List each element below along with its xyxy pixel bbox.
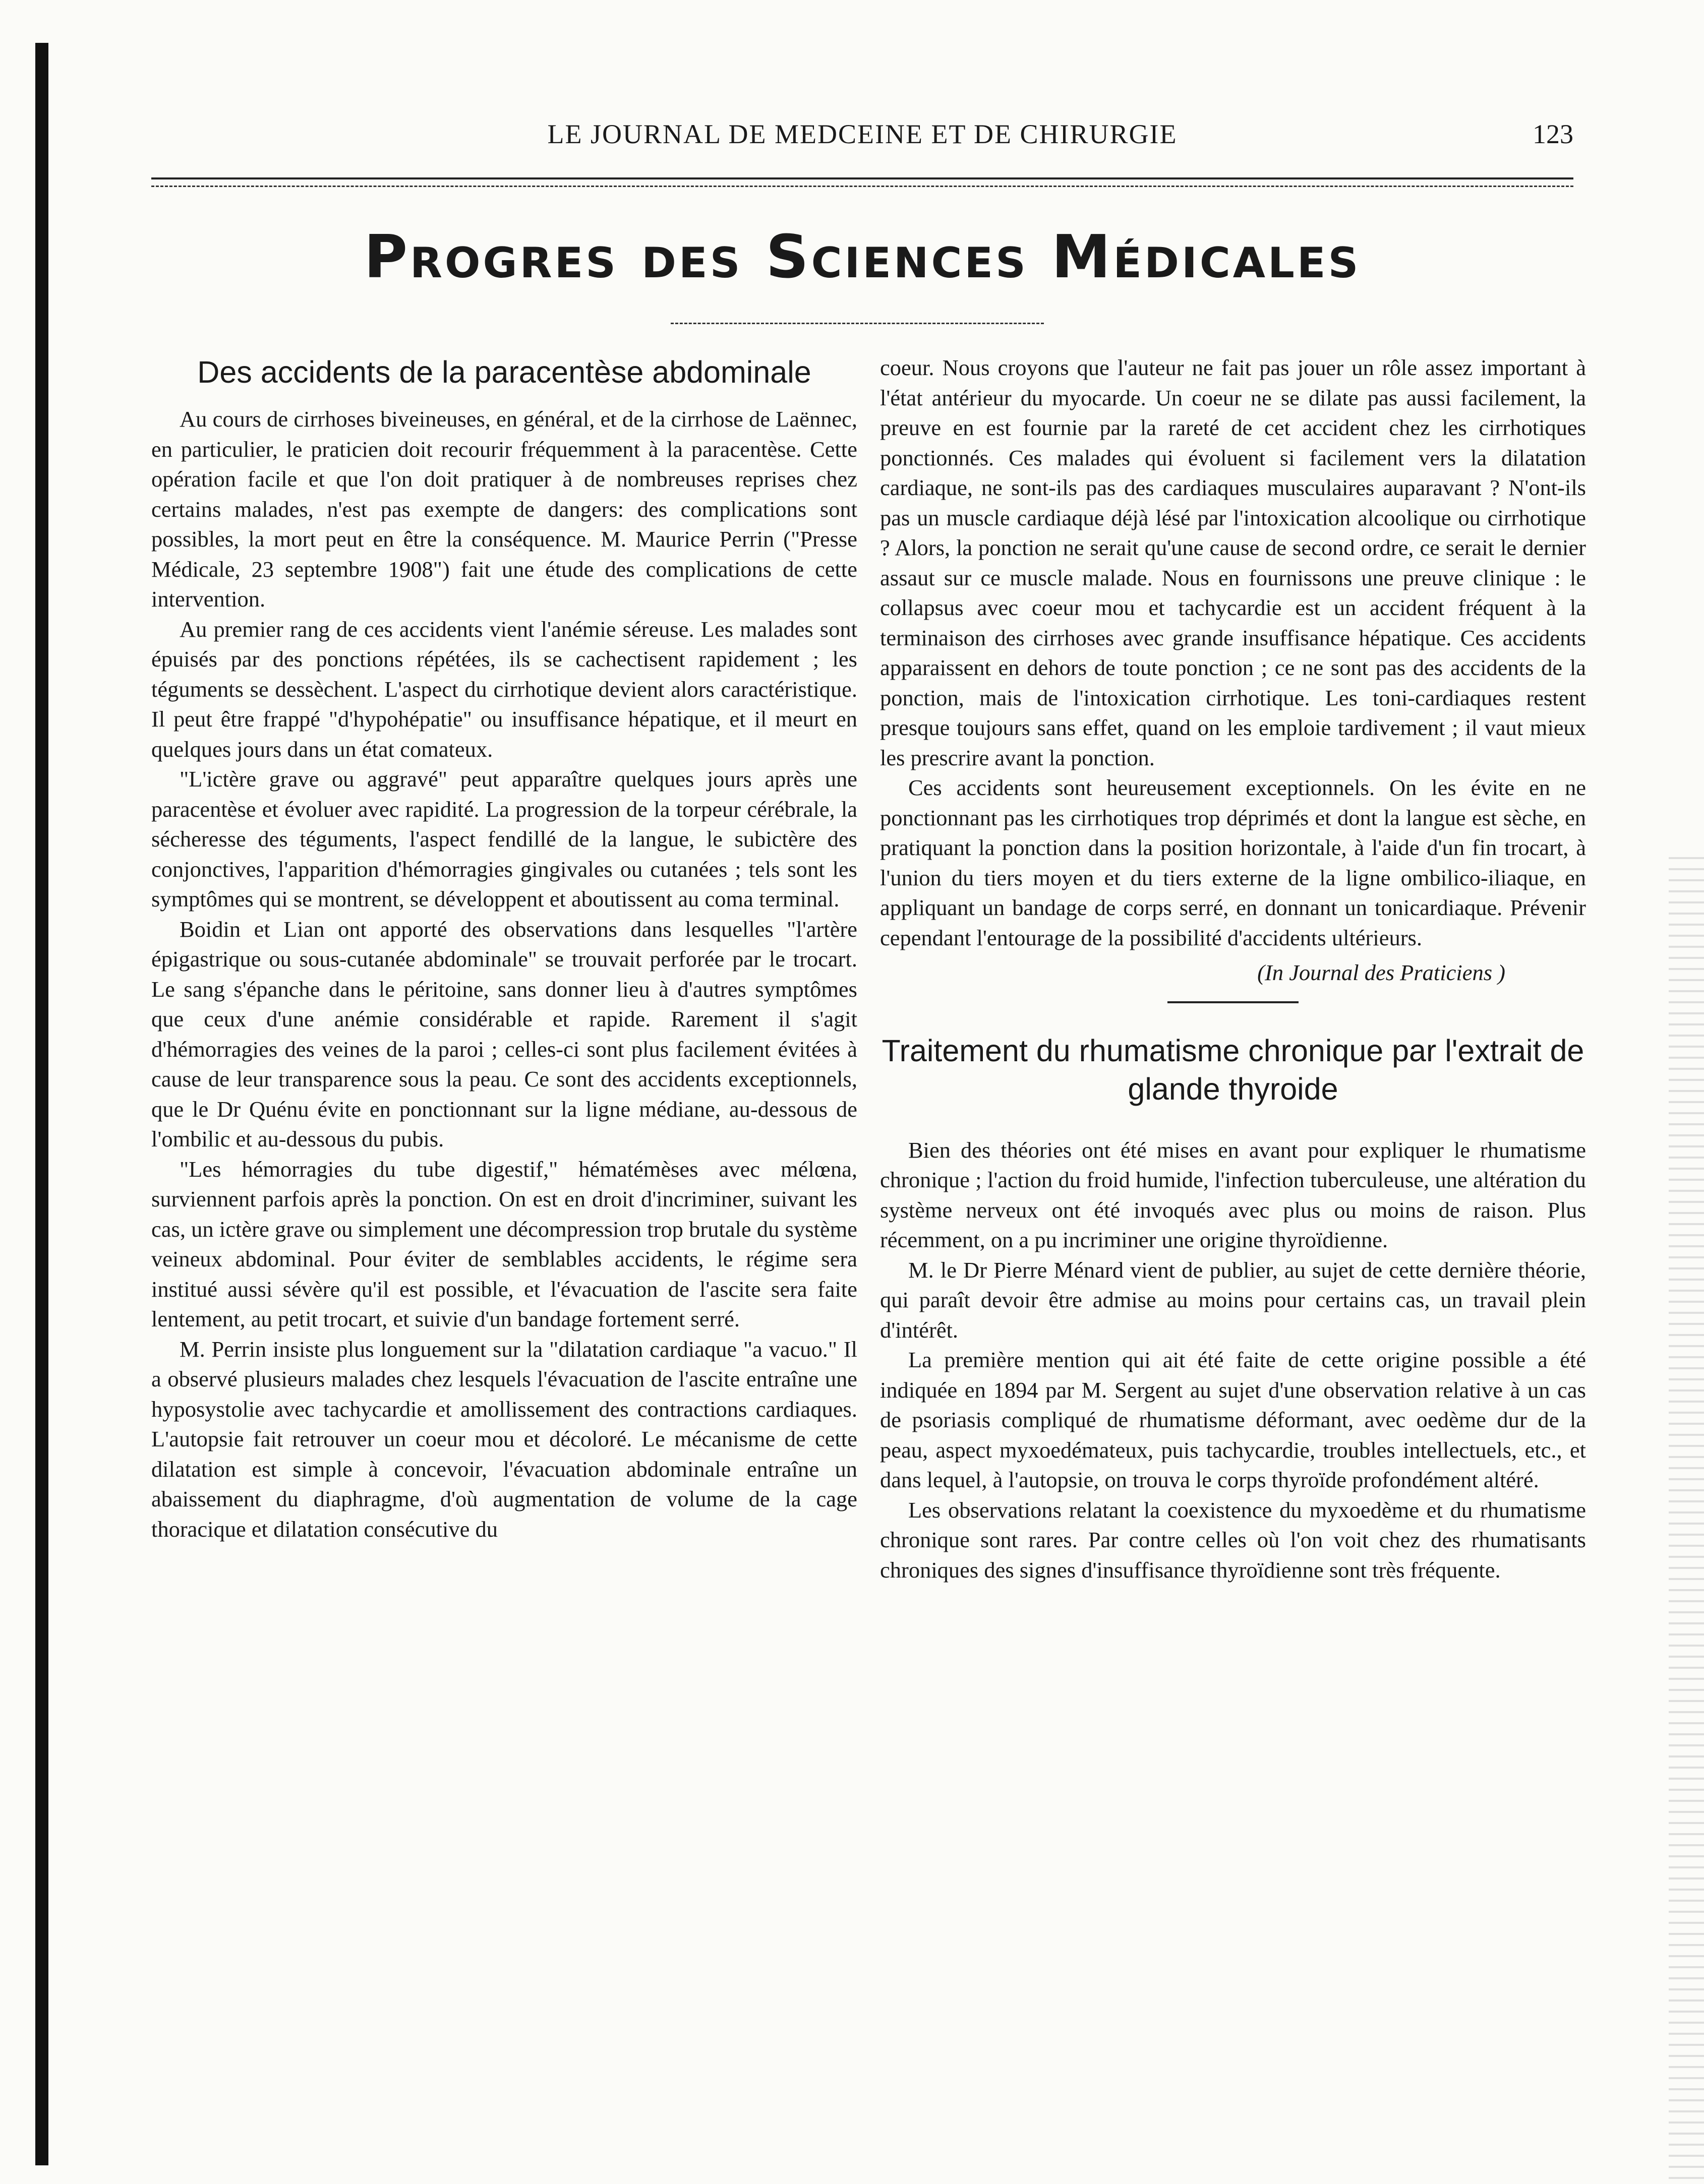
article-paragraph: Au premier rang de ces accidents vient l'anémie séreuse. Les malades sont épuisés par des ponctions répétées, ils se cachectisent rapidement ; les téguments se dessèchent. L'aspect du cirrhotique devient alors caractéristique. Il peut être frappé "d'hypohépatie" ou insuffisance hépatique, et il meurt en quelques jours dans un état comateux.	[151, 616, 857, 762]
title-rule	[671, 323, 1044, 324]
binding-edge	[35, 43, 48, 2165]
section-title: Progres des Sciences Médicales	[364, 222, 1361, 291]
running-head	[151, 118, 1573, 154]
article-source: (In Journal des Praticiens )	[1257, 960, 1505, 985]
header-rule	[151, 177, 1573, 179]
article-paragraph: "Les hémorragies du tube digestif," hématémèses avec mélœna, surviennent parfois après la ponction. On est en droit d'incriminer, suivant les cas, un ictère grave ou simplement une décompression trop brutale du système veineux abdominal. Pour éviter de semblables accidents, le régime sera institué aussi sévère qu'il est possible, et l'évacuation de l'ascite sera faite lentement, au petit trocart, et suivie d'un bandage fortement serré.	[151, 1156, 857, 1331]
article-paragraph: Au cours de cirrhoses biveineuses, en général, et de la cirrhose de Laënnec, en particulier, le praticien doit recourir fréquemment à la paracentèse. Cette opération facile et que l'on doit pratiquer à de nombreuses reprises chez certains malades, n'est pas exempte de dangers: des complications sont possibles, la mort peut en être la conséquence. M. Maurice Perrin ("Presse Médicale, 23 septembre 1908") fait une étude des complications de cette intervention.	[151, 406, 857, 612]
article-title-rhumatisme: Traitement du rhumatisme chronique par l'extrait de glande thyroide	[882, 1033, 1584, 1106]
page-number: 123	[1533, 119, 1573, 149]
article-paragraph: La première mention qui ait été faite de cette origine possible a été indiquée en 1894 par M. Sergent au sujet d'une observation relative à un cas de psoriasis compliqué de rhumatisme déformant, avec oedème dur de la peau, aspect myxoedémateux, puis tachycardie, troubles intellectuels, etc., et dans lequel, à l'autopsie, on trouva le corps thyroïde profondément altéré.	[880, 1347, 1586, 1492]
scan-edge	[1669, 857, 1704, 2183]
article-paragraph: Les observations relatant la coexistence du myxoedème et du rhumatisme chronique sont rares. Par contre celles où l'on voit chez des rhumatisants chroniques des signes d'insuffisance thyroïdienne sont très fréquente.	[880, 1497, 1586, 1583]
article-separator	[1167, 1001, 1299, 1003]
running-title: LE JOURNAL DE MEDCEINE ET DE CHIRURGIE	[547, 119, 1178, 149]
article-title-paracentese: Des accidents de la paracentèse abdominale	[197, 355, 811, 389]
article-paragraph: Boidin et Lian ont apporté des observations dans lesquelles "l'artère épigastrique ou sous-cutanée abdominale" se trouvait perforée par le trocart. Le sang s'épanche dans le péritoine, sans donner lieu à d'autres symptômes que ceux d'une anémie considérable et rapide. Rarement il s'agit d'hémorragies des veines de la paroi ; celles-ci sont plus facilement évitées à cause de leur transparence sous la peau. Ce sont des accidents exceptionnels, que le Dr Quénu évite en ponctionnant sur la ligne médiane, au-dessous de l'ombilic et au-dessous du pubis.	[151, 916, 857, 1151]
article-paragraph: "L'ictère grave ou aggravé" peut apparaître quelques jours après une paracentèse et évoluer avec rapidité. La progression de la torpeur cérébrale, la sécheresse des téguments, l'aspect fendillé de la langue, le subictère des conjonctives, l'apparition d'hémorragies gingivales ou cutanées ; tels sont les symptômes qui se montrent, se développent et aboutissent au coma terminal.	[151, 766, 857, 912]
left-column	[151, 353, 857, 1544]
article-paragraph: M. le Dr Pierre Ménard vient de publier, au sujet de cette dernière théorie, qui paraît devoir être admise au moins pour certains cas, un travail plein d'intérêt.	[880, 1257, 1586, 1343]
right-column	[880, 353, 1586, 1585]
article-paragraph: Ces accidents sont heureusement exceptionnels. On les évite en ne ponctionnant pas les cirrhotiques trop déprimés et dont la langue est sèche, en pratiquant la ponction dans la position horizontale, à l'aide d'un fin trocart, à l'union du tiers moyen et du tiers externe de la ligne ombilico-iliaque, en appliquant un bandage de corps serré, en donnant un tonicardiaque. Prévenir cependant l'entourage de la possibilité d'accidents ultérieurs.	[880, 775, 1586, 950]
article-paragraph: Bien des théories ont été mises en avant pour expliquer le rhumatisme chronique ; l'action du froid humide, l'infection tuberculeuse, une altération du système nerveux ont été invoqués avec plus ou moins de raison. Plus récemment, on a pu incriminer une origine thyroïdienne.	[880, 1137, 1586, 1252]
header-rule-dashed	[151, 186, 1573, 187]
article-continuation: coeur. Nous croyons que l'auteur ne fait pas jouer un rôle assez important à l'état antérieur du myocarde. Un coeur ne se dilate pas aussi facilement, la preuve en est fournie par la rareté de cet accident chez les cirrhotiques ponctionnés. Ces malades qui évoluent si facilement vers la dilatation cardiaque, ne sont-ils pas des cardiaques musculaires auparavant ? N'ont-ils pas un muscle cardiaque déjà lésé par l'intoxication alcoolique ou cirrhotique ? Alors, la ponction ne serait qu'une cause de second ordre, ce serait le dernier assaut sur ce muscle malade. Nous en fournissons une preuve clinique : le collapsus avec coeur mou et tachycardie est un accident fréquent à la terminaison des cirrhoses avec grande insuffisance hépatique. Ces accidents apparaissent en dehors de toute ponction ; ce ne sont pas des accidents de la ponction, mais de l'intoxication cirrhotique. Les toni-cardiaques restent presque toujours sans effet, quand on les emploie tardivement ; il vaut mieux les prescrire avant la ponction.	[880, 355, 1586, 770]
article-paragraph: M. Perrin insiste plus longuement sur la "dilatation cardiaque "a vacuo." Il a observé plusieurs malades chez lesquels l'évacuation de l'ascite entraîne une hyposystolie avec tachycardie et amollissement des contractions cardiaques. L'autopsie fait retrouver un coeur mou et décoloré. Le mécanisme de cette dilatation est simple à concevoir, l'évacuation abdominale entraîne un abaissement du diaphragme, d'où augmentation de volume de la cage thoracique et dilatation consécutive du	[151, 1336, 857, 1542]
